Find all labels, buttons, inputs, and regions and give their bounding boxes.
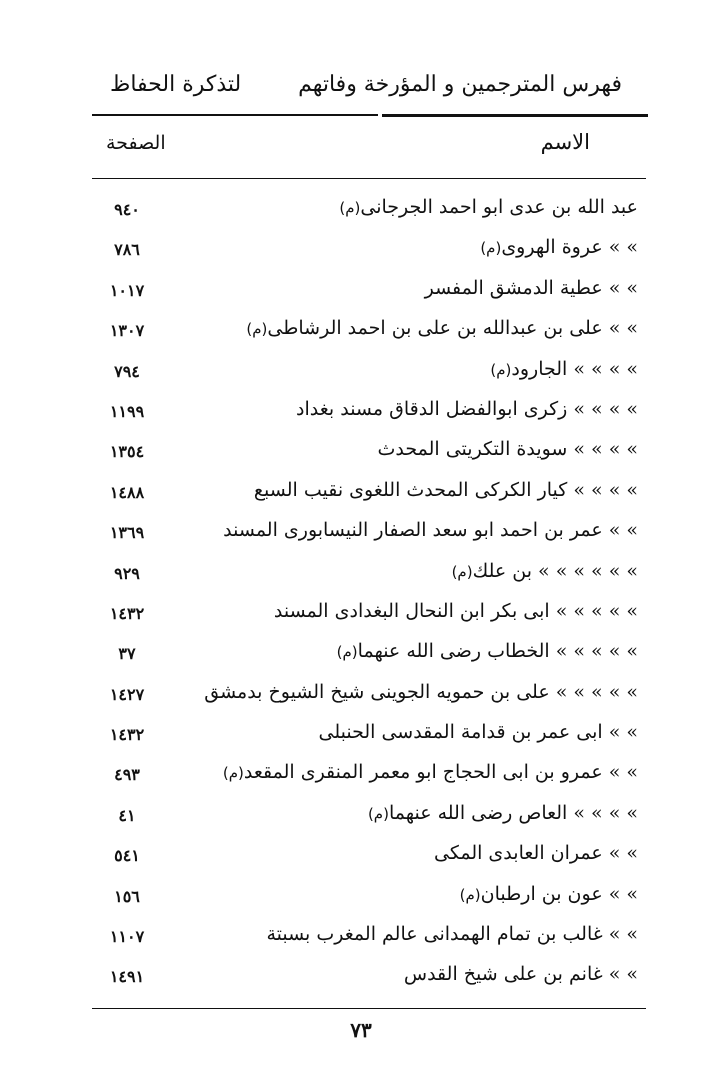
index-entry xyxy=(92,919,646,959)
entry-page: ٧٩٤ xyxy=(114,361,140,381)
footer-rule xyxy=(92,1008,646,1009)
page-number: ٧٣ xyxy=(350,1018,372,1042)
death-date-marker: (م) xyxy=(480,239,502,258)
entry-page: ١٠١٧ xyxy=(109,280,145,300)
index-entry xyxy=(92,354,646,394)
name-column-header: الاسم xyxy=(540,130,590,154)
index-title: فهرس المترجمين و المؤرخة وفاتهم xyxy=(298,72,622,97)
index-entry xyxy=(92,879,646,919)
death-date-marker: (م) xyxy=(459,885,481,904)
index-entry xyxy=(92,556,646,596)
header-rule-left xyxy=(92,114,378,116)
index-entry xyxy=(92,757,646,797)
entry-page: ١٣٥٤ xyxy=(109,442,145,462)
entry-name: » » » » كيار الكركى المحدث اللغوى نقيب السبع xyxy=(248,479,638,501)
entry-name: » » غالب بن تمام الهمدانى عالم المغرب بسبتة xyxy=(260,923,638,945)
header-rule-right xyxy=(382,114,648,117)
entry-page: ١٣٦٩ xyxy=(109,523,145,543)
entry-page: ٤١ xyxy=(118,805,136,825)
entry-name: » » عمر بن احمد ابو سعد الصفار النيسابورى المسند xyxy=(217,519,638,541)
entry-name: عبد الله بن عدى ابو احمد الجرجانى(م) xyxy=(333,196,638,218)
index-entry xyxy=(92,394,646,434)
entry-name: » » » » سويدة التكريتى المحدث xyxy=(372,438,639,460)
index-entry xyxy=(92,596,646,636)
entry-page: ٥٤١ xyxy=(114,846,140,866)
entry-page: ٩٢٩ xyxy=(114,563,140,583)
entry-page: ٣٧ xyxy=(118,644,136,664)
death-date-marker: (م) xyxy=(367,804,389,823)
column-header-rule xyxy=(92,178,646,179)
index-entry xyxy=(92,273,646,313)
entry-page: ١٤٢٧ xyxy=(109,684,145,704)
entry-name: » » » » » ابى بكر ابن النحال البغدادى المسند xyxy=(268,600,638,622)
index-entry xyxy=(92,636,646,676)
index-entry xyxy=(92,717,646,757)
page-column-header: الصفحة xyxy=(106,132,166,154)
entry-name: » » عروة الهروى(م) xyxy=(474,236,638,258)
entry-name: » » على بن عبدالله بن على بن احمد الرشاطى(م) xyxy=(240,317,638,339)
index-entry xyxy=(92,192,646,232)
entry-name: » » » » » على بن حمويه الجوينى شيخ الشيوخ بدمشق xyxy=(198,681,638,703)
entry-name: » » » » » الخطاب رضى الله عنهما(م) xyxy=(331,640,638,662)
death-date-marker: (م) xyxy=(490,360,512,379)
entry-page: ١١٠٧ xyxy=(109,927,145,947)
entry-name: » » » » الجارود(م) xyxy=(484,358,638,380)
entry-name: » » » » زكرى ابوالفضل الدقاق مسند بغداد xyxy=(290,398,638,420)
index-entry xyxy=(92,515,646,555)
entry-name: » » غانم بن على شيخ القدس xyxy=(398,963,638,985)
index-entry xyxy=(92,475,646,515)
entry-page: ١٥٦ xyxy=(114,886,140,906)
entry-name: » » عمرو بن ابى الحجاج ابو معمر المنقرى المقعد(م) xyxy=(217,761,638,783)
index-entry xyxy=(92,434,646,474)
entry-page: ٩٤٠ xyxy=(114,200,140,219)
book-title: لتذكرة الحفاظ xyxy=(110,72,242,97)
index-list xyxy=(92,192,646,1000)
entry-page: ١١٩٩ xyxy=(109,401,145,421)
entry-page: ١٤٨٨ xyxy=(109,482,145,502)
death-date-marker: (م) xyxy=(336,643,358,662)
entry-page: ١٤٣٢ xyxy=(109,603,145,623)
entry-page: ٤٩٣ xyxy=(114,765,140,785)
entry-page: ١٣٠٧ xyxy=(109,321,145,341)
index-entry xyxy=(92,959,646,999)
entry-name: » » عون بن ارطبان(م) xyxy=(454,883,638,905)
entry-name: » » ابى عمر بن قدامة المقدسى الحنبلى xyxy=(312,721,638,743)
index-entry xyxy=(92,232,646,272)
death-date-marker: (م) xyxy=(451,562,473,581)
index-entry xyxy=(92,798,646,838)
entry-name: » » عمران العابدى المكى xyxy=(428,842,638,864)
index-entry xyxy=(92,313,646,353)
death-date-marker: (م) xyxy=(222,764,244,783)
entry-name: » » » » » » بن علك(م) xyxy=(446,560,638,582)
entry-name: » » عطية الدمشق المفسر xyxy=(419,277,638,299)
entry-page: ١٤٣٢ xyxy=(109,725,145,745)
entry-name: » » » » العاص رضى الله عنهما(م) xyxy=(362,802,638,824)
entry-page: ٧٨٦ xyxy=(114,240,140,260)
death-date-marker: (م) xyxy=(339,199,361,217)
entry-page: ١٤٩١ xyxy=(109,967,145,987)
index-entry xyxy=(92,838,646,878)
death-date-marker: (م) xyxy=(246,320,268,339)
index-entry xyxy=(92,677,646,717)
